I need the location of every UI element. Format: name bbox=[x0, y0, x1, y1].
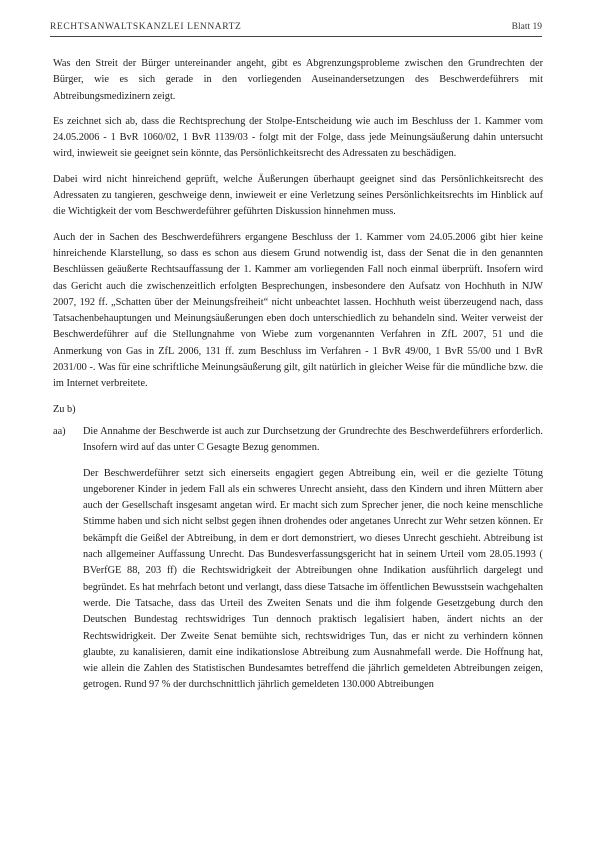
page-header bbox=[50, 19, 542, 37]
list-item-body bbox=[83, 424, 543, 703]
paragraph-2: Es zeichnet sich ab, dass die Rechtsprechung der Stolpe-Entscheidung wie auch im Beschluss der 1. Kammer vom 24.05.2006 - 1 BvR 1060/02, 1 BvR 1139/03 - folgt mit der Folge, dass jede Meinungsäußerung dahin untersucht wird, inwieweit sie geeignet sein könnte, das Persönlichkeitsrecht des Adressaten zu beschädigen. bbox=[53, 115, 543, 160]
item-paragraph-2: Der Beschwerdeführer setzt sich einerseits engagiert gegen Abtreibung ein, weil er die gezielte Tötung ungeborener Kinder in jedem Fall als ein schweres Unrecht ansieht, dass den Kindern und ihren Müttern aber auch der Gesellschaft insgesamt angetan wird. Er macht sich zum Sprecher jener, die noch keine menschliche Stimme haben und sich nicht selbst gegen ihnen drohendes oder angetanes Unrecht zur Wehr setzen können. Er bekämpft die Geißel der Abtreibung, in dem er dort demonstriert, wo dieses Unrecht geschieht. Abtreibung ist nach allgemeiner Auffassung Unrecht. Das Bundesverfassungsgericht hat in seinem Urteil vom 28.05.1993 ( BVerfGE 88, 203 ff) die Rechtswidrigkeit der Abtreibungen ohne Indikation ausführlich dargelegt und begründet. Es hat mehrfach betont und verlangt, dass diese Tatsache im öffentlichen Bewusstsein wachgehalten werde. Die Tatsache, dass das Urteil des Zweiten Senats und die ihm folgende Gesetzgebung durch den Deutschen Bundestag rechtswidriges Tun dennoch praktisch legalisiert haben, ändert nichts an der Rechtswidrigkeit. Der Zweite Senat bemühte sich, rechtswidriges Tun, das er nicht zu verhindern können glaubte, zu kanalisieren, damit eine indikationslose Abtreibung zum Ausnahmefall werde. Die Hoffnung hat, wie allein die Zahlen des Statistischen Bundesamtes betreffend die jährlich gemeldeten Abtreibungen zeigen, getrogen. Rund 97 % der durchschnittlich jährlich gemeldeten 130.000 Abtreibungen bbox=[83, 467, 543, 691]
paragraph-1: Was den Streit der Bürger untereinander angeht, gibt es Abgrenzungsprobleme zwischen den Grundrechten der Bürger, wie es sich gerade in den vorliegenden Auseinandersetzungen des Beschwerdeführers mit Abtreibungsmedizinern zeigt. bbox=[53, 58, 543, 102]
firm-name: RECHTSANWALTSKANZLEI LENNARTZ bbox=[50, 22, 242, 32]
page-number: Blatt 19 bbox=[511, 22, 542, 32]
paragraph-3: Dabei wird nicht hinreichend geprüft, welche Äußerungen überhaupt geeignet sind das Persönlichkeitsrecht des Adressaten zu tangieren, geschweige denn, inwieweit er eine Verletzung seines Persönlichkeitsrechts im Hinblick auf die Wichtigkeit der vom Beschwerdeführer geführten Diskussion hinnehmen muss. bbox=[53, 173, 543, 218]
item-paragraph-1: Die Annahme der Beschwerde ist auch zur Durchsetzung der Grundrechte des Beschwerdeführers erforderlich. Insofern wird auf das unter C Gesagte Bezug genommen. bbox=[83, 425, 543, 454]
document-body bbox=[53, 56, 543, 712]
paragraph-4: Auch der in Sachen des Beschwerdeführers ergangene Beschluss der 1. Kammer vom 24.05.2006 gibt hier keine hinreichende Klarstellung, so dass es schon aus diesem Grund notwendig ist, dass der Senat die in den genannten Beschlüssen geäußerte Rechtsauffassung der 1. Kammer am vorliegenden Fall noch einmal überprüft. Insofern wird das Gericht auch die zwischenzeitlich erfolgten Besprechungen, insbesondere den Aufsatz von Hochhuth in NJW 2007, 192 ff. „Schatten über der Meinungsfreiheit“ nicht unbeachtet lassen. Hochhuth weist überzeugend nach, dass Tatsachenbehauptungen und Meinungsäußerungen eben doch unterschiedlich zu behandeln sind. Weiter verweist der Beschwerdeführer auf die Stellungnahme von Wiebe zum vorgenannten Verfahren in ZfL 2007, 51 und die Anmerkung von Gas in ZfL 2006, 131 ff. zum Beschluss im Verfahren - 1 BvR 49/00, 1 BvR 55/00 und 1 BvR 2031/00 -. Was für eine schriftliche Meinungsäußerung gilt, gilt natürlich in gleicher Weise für die mündliche bzw. die im Internet verbreitete. bbox=[53, 231, 543, 390]
list-item-aa bbox=[53, 424, 543, 703]
section-label: Zu b) bbox=[53, 403, 76, 415]
list-marker: aa) bbox=[53, 425, 66, 437]
